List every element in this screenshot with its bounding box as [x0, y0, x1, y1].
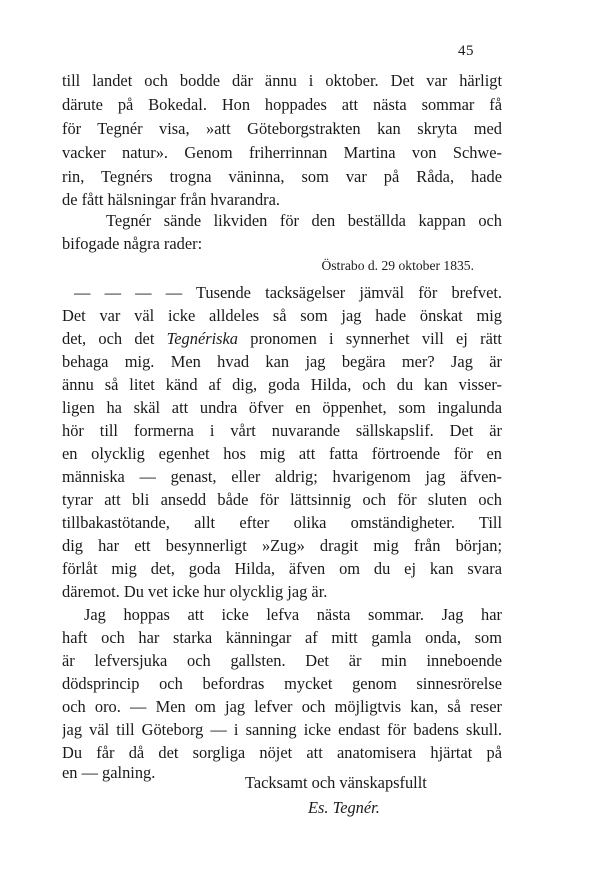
- text-line: rin, Tegnérs trogna väninna, som var på Råda, hade: [62, 167, 502, 186]
- text-line: bifogade några rader:: [62, 234, 203, 253]
- letter-line: Det var väl icke alldeles så som jag hade önskat mig: [62, 306, 502, 325]
- letter-line: en — galning.: [62, 763, 156, 782]
- letter-line: tillbakastötande, allt efter olika omständigheter. Till: [62, 513, 502, 532]
- letter-dateline: Östrabo d. 29 oktober 1835.: [321, 258, 474, 273]
- letter-line: tyrar att bli ansedd både för lättsinnig och för sluten och: [62, 490, 502, 509]
- text-line: vacker natur». Genom friherrinnan Martina von Schwe-: [62, 143, 502, 162]
- letter-line: däremot. Du vet icke hur olycklig jag är.: [62, 582, 328, 601]
- text-line: för Tegnér visa, »att Göteborgstrakten kan skryta med: [62, 119, 502, 138]
- letter-line: dig har ett besynnerligt »Zug» dragit mig från början;: [62, 536, 502, 555]
- letter-line: jag väl till Göteborg — i sanning icke endast för badens skull.: [62, 720, 502, 739]
- text-line: de fått hälsningar från hvarandra.: [62, 190, 280, 209]
- letter-line: en olycklig egenhet hos mig att fatta förtroende för en: [62, 444, 502, 463]
- italic-word: Tegnériska: [166, 329, 239, 348]
- text-line: till landet och bodde där ännu i oktober. Det var härligt: [62, 71, 502, 90]
- page-number: 45: [458, 43, 474, 59]
- text-fragment: pronomen i synnerhet vill ej rätt: [238, 329, 502, 348]
- letter-closing: Tacksamt och vänskapsfullt: [245, 773, 427, 792]
- letter-line: människa — genast, eller aldrig; hvarigenom jag äfven-: [62, 467, 502, 486]
- letter-line: haft och har starka känningar af mitt gamla onda, som: [62, 628, 502, 647]
- text-line: därute på Bokedal. Hon hoppades att nästa sommar få: [62, 95, 502, 114]
- letter-line: behaga mig. Men hvad kan jag begära mer? Jag är: [62, 352, 502, 371]
- letter-line: förlåt mig det, goda Hilda, äfven om du ej kan svara: [62, 559, 502, 578]
- letter-line: och oro. — Men om jag lefver och möjligtvis kan, så reser: [62, 697, 502, 716]
- letter-line: ligen ha skäl att undra öfver en öppenhet, som ingalunda: [62, 398, 502, 417]
- letter-line: dödsprincip och befordras mycket genom sinnesrörelse: [62, 674, 502, 693]
- text-line: Tegnér sände likviden för den beställda kappan och: [106, 211, 502, 230]
- letter-line: Jag hoppas att icke lefva nästa sommar. Jag har: [84, 605, 502, 624]
- letter-line: Du får då det sorgliga nöjet att anatomisera hjärtat på: [62, 743, 502, 762]
- text-fragment: det, och det: [62, 329, 167, 348]
- letter-line: är lefversjuka och gallsten. Det är min inneboende: [62, 651, 502, 670]
- letter-signature: Es. Tegnér.: [308, 798, 380, 817]
- letter-line: [62, 328, 502, 350]
- letter-line: — — — — Tusende tacksägelser jämväl för brefvet.: [74, 283, 502, 302]
- letter-line: hör till formerna i vårt nuvarande sällskapslif. Det är: [62, 421, 502, 440]
- letter-line: ännu så litet känd af dig, goda Hilda, och du kan visser-: [62, 375, 502, 394]
